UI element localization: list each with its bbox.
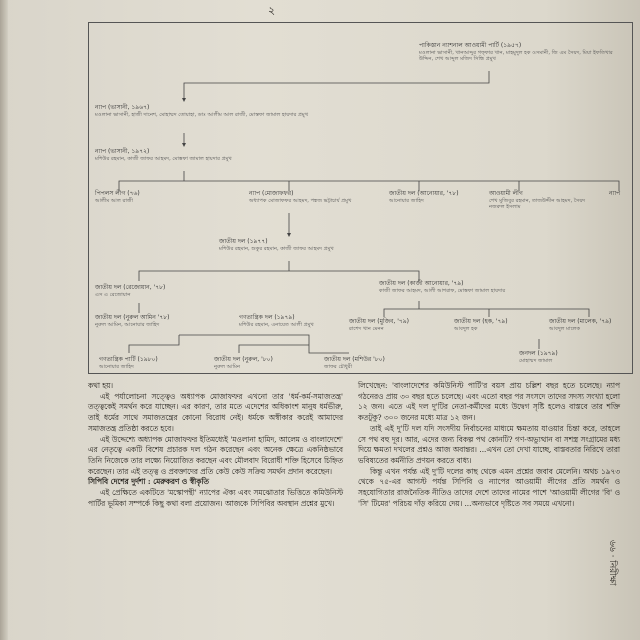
node-jn-e (454, 319, 508, 332)
node-members: আনোয়ার জাহিদ (389, 197, 424, 204)
node-title: জাতীয় দল (নুরুল আমিন '৭৮) (95, 314, 170, 321)
paragraph: তাই এই দু'টি দল যদি সংসদীয় নির্বাচনের মাধ্যমে ক্ষমতায় যাওয়ার চিন্তা করে, তাহলে সে পথ বহু দূর। আর, এদের জন্য বিকল্প পথ কোনটি? গণ-অভ্যুত্থান বা সশস্ত্র সংগ্রামের মধ্য দিয়ে ক্ষমতা দখলের প্রশ্নও আজ অবান্তর। ...এখন তো দেখা যাচ্ছে, বাস্তবতার নিরিখে তারা ভবিষ্যতের কর্মনীতি প্রণয়ন করতে বাধ্য। (358, 423, 620, 465)
node-nap-right (609, 191, 620, 198)
arrowhead (182, 98, 186, 102)
node-nap (95, 105, 335, 118)
connector (384, 301, 589, 317)
node-members: আনোয়ার জাহিদ (99, 363, 134, 370)
node-leaf-1 (99, 357, 158, 370)
node-members: এস এ রেজোয়ান (95, 291, 131, 298)
node-members: মওলানা ভাসানী, হাজী দানেশ, মোহাম্মদ তোয়াহা, ডাঃ আলীম আল রাজী, মোস্তফা জামাল হায়দার প্রমুখ (95, 111, 309, 118)
node-jatiyo-dal (219, 239, 439, 252)
node-members: আবদুল মালেক (549, 325, 581, 332)
node-title: গণতান্ত্রিক দল (১৯৭৯) (239, 314, 295, 321)
node-awami (489, 191, 599, 211)
node-root (419, 43, 619, 63)
node-title: জাতীয় দল (রেজোয়ান, '৭৮) (95, 284, 166, 291)
section-heading: সিপিবি দেশের দুর্দশা : মেরুকরণ ও স্বীকৃতি (88, 477, 209, 487)
node-members: জাফর চৌধুরী (324, 363, 353, 370)
node-jn-d (349, 319, 409, 332)
node-title: জাতীয় দল (আনোয়ার, '৭৮) (389, 190, 459, 197)
node-ppl (95, 191, 140, 204)
node-jp-1 (95, 315, 170, 328)
node-title: জাতীয় দল (মুজিব, '৭৯) (349, 318, 409, 325)
right-text-column (358, 381, 620, 509)
node-title: জাতীয় দল (১৯৭৭) (219, 238, 268, 245)
node-title: গণতান্ত্রিক পার্টি (১৯৮০) (99, 356, 158, 363)
node-title: জাতীয় দল (হক, '৭৯) (454, 318, 508, 325)
paragraph: এই উদ্দেশ্যে অধ্যাপক মোজাফফর ইতিমধ্যেই 'মওলানা হামিদ, আলেম ও বাংলাদেশে' এর নেতৃত্বে একটি বিশেষ প্রচারক দল গঠন করেছেন এবং অনেক ক্ষেত্রে একনিষ্ঠভাবে তিনি নিজেকে তার লক্ষ্যে নিয়োজিত করছেন এবং মৌলবাদ বিরোধী শক্তি হিসেবে চিহ্নিত করেছেন। তার এই তত্ত্ব ও প্রবক্তাদের প্রতি কেউ কেউ সক্রিয় সমর্থন প্রদান করেছেন। (88, 434, 343, 476)
side-running-head: ৬৬ · নিরীক্ষা (607, 540, 617, 586)
node-leaf-2 (214, 357, 273, 370)
node-title: ন্যাপ (ভাসানী, ১৯৬৭) (95, 104, 150, 111)
node-title: পিপলস লীগ (৭৬) (95, 190, 140, 197)
node-leaf-3 (324, 357, 385, 370)
node-nap-bhasani (95, 149, 335, 162)
node-jn-a (95, 285, 165, 298)
node-title: আওয়ামী লীগ (489, 190, 523, 197)
paragraph: কিন্তু এখন পর্যন্ত এই দু'টি দলের কাছ থেকে এমন প্রশ্নের জবাব মেলেনি। অথচ ১৯৭৩ থেকে ৭৫-এর আগস্ট পর্যন্ত সিপিবি ও ন্যাপের আওয়ামী লীগের প্রতি সমর্থন ও সহযোগিতার রাজনৈতিক নীতিও তাদের দেশে তাদের নামের পাশে 'আওয়ামী লীগের 'বি' ও 'সি' টিমের' পরিচয় দাঁড় করিয়ে দেয়। ...অন্যভাবে দৃষ্টিতে সব সময়ে এখনো। (358, 466, 620, 508)
node-title: জাতীয় দল (কাজী আনোয়ার, '৭৯) (379, 280, 464, 287)
node-members: কাজী জাফর আহমদ, আলী আশরাফ, মোস্তফা জামাল হায়দার (379, 287, 506, 294)
node-title: জাতীয় দল (নুরুল, '৮০) (214, 356, 273, 363)
connector (139, 261, 419, 281)
connector (129, 335, 349, 353)
node-members: মশিউর রহমান, এনায়েত আলী প্রমুখ (239, 321, 314, 328)
node-title: ন্যাপ (609, 190, 621, 197)
node-gano (239, 315, 314, 328)
paragraph: এই পর্যালোচনা সত্ত্বেও অধ্যাপক মোজাফফর এখনো তার 'ধর্ম-কর্ম-সমাজতন্ত্র' তত্ত্বকেই সমর্থন করে যাচ্ছেন। এর কারণ, তার মতে এদেশের অধিকাংশ মানুষ ধর্মভীরু, তাই ধর্মের সাথে সমাজতন্ত্রের কোনো বিরোধ নেই। ধর্মকে অস্বীকার করেই আমাদের সমাজতন্ত্র প্রতিষ্ঠা করতে হবে। (88, 391, 343, 433)
arrowhead (287, 233, 291, 237)
node-members: মশিউর রহমান, কাজী জাফর আহমদ, মোস্তফা জামাল হায়দার প্রমুখ (95, 155, 232, 162)
node-title: ন্যাপ (ভাসানী, ১৯৭২) (95, 148, 150, 155)
connector (119, 171, 619, 191)
node-title: পাকিস্তান ন্যাশনাল আওয়ামী পার্টি (১৯৫৭) (419, 42, 522, 49)
party-lineage-chart (88, 22, 633, 374)
node-jnp (519, 351, 558, 364)
connector (184, 71, 489, 98)
node-members: অধ্যাপক মোজাফফর আহমদ, পঙ্কজ ভট্টাচার্য প্রমুখ (249, 197, 352, 204)
node-title: জাতীয় দল (মালেক, '৭৯) (549, 318, 612, 325)
paragraph: এই প্রেক্ষিতে একটিতে 'মস্কোপন্থী' ন্যাপের ঐক্য এবং সমঝোতার ভিত্তিতে কমিউনিস্ট পার্টির ভূমিকা সম্পর্কে কিছু কথা বলা প্রয়োজন। আজকে সিপিবির অবস্থান প্রশ্নের মুখে। (88, 488, 343, 508)
node-jn-b (379, 281, 549, 294)
node-members: নুরুল আমিন, আনোয়ার জাহিদ (95, 321, 160, 328)
node-members: মশিউর রহমান, শুকুর রহমান, কাজী জাফর আহমদ প্রমুখ (219, 245, 334, 252)
node-members: আবদুল হক (454, 325, 478, 332)
node-members: আলীম আল রাজী (95, 197, 133, 204)
node-nap-muzaffar (249, 191, 359, 204)
node-title: জনদল (১৯৭৯) (519, 350, 558, 357)
node-title: জাতীয় দল (মশিউর '৮০) (324, 356, 385, 363)
page-binding-shadow (0, 0, 8, 640)
paragraph: লিখেছেন: 'বাংলাদেশের কমিউনিস্ট পার্টি'র বয়স প্রায় চল্লিশ বছর হতে চলেছে। ন্যাপ গঠনেরও প্রায় ৩০ বছর হতে চলেছে। এবং এতো বছর পর সংসদে তাদের সদস্য সংখ্যা হলো ১২ জন। এতে এই দল দু'টির নেতা-কর্মীদের মধ্যে উদ্বেগ সৃষ্টি হলেও বাস্তবে তার শক্তি কতটুকু? ৩০০ জনের মধ্যে মাত্র ১২ জন। (358, 381, 620, 423)
node-jagodal-top (389, 191, 459, 204)
paragraph: কথা হয়। (88, 381, 114, 390)
node-title: ন্যাপ (মোজাফফর) (249, 190, 294, 197)
arrowhead (182, 143, 186, 147)
node-members: নুরুল আমিন (214, 363, 241, 370)
node-members: মওলানা ভাসানী, খানআব্দুর গফ্ফার খান, মাহমুদুল হক ওসমানী, জি এম সৈয়দ, মিয়া ইফতিখার উদ্দিন, শেখ আব্দুল মজিদ সিন্ধি প্রমুখ (419, 49, 613, 62)
left-text-column (88, 381, 343, 509)
node-members: শেখ মুজিবুর রহমান, তাজউদ্দীন আহমদ, সৈয়দ নজরুল ইসলাম (489, 197, 586, 210)
node-jn-f (549, 319, 611, 332)
page-number: ২ (268, 4, 276, 17)
node-members: রাশেদ খান মেনন (349, 325, 384, 332)
node-members: মোহাম্মদ জামাল (519, 357, 553, 364)
